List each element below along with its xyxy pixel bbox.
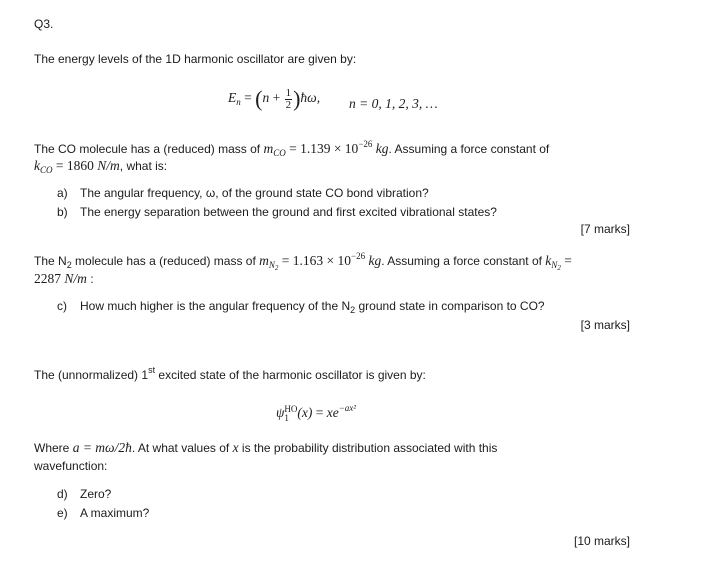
n2-paragraph-line2 [34,271,94,287]
where-text-part2: . At what values of [131,441,233,455]
k-n2-value: 2287 [34,271,65,286]
mass-n2-exponent: −26 [351,251,366,261]
psi-argument: (x) [297,405,313,420]
co-text-end: , what is: [119,159,168,173]
question-d-letter: d) [57,487,68,501]
open-paren: ( [255,86,263,111]
where-text-part3: is the probability distribution associated with this [238,441,498,455]
question-a [57,186,429,200]
mass-n2-symbol: m [259,253,269,268]
n2-text-intro: The N [34,254,67,268]
excited-text-sup: st [148,365,156,375]
mass-co-subscript: CO [273,148,286,158]
n-symbol: n [262,90,270,106]
energy-subscript: n [236,97,241,108]
fraction-numerator: 1 [285,86,292,99]
psi-indices [284,405,297,423]
k-co-value: = 1860 [52,158,98,173]
mass-co-exponent: −26 [358,139,373,149]
question-a-letter: a) [57,186,68,200]
n-values: n = 0, 1, 2, 3, … [349,96,438,111]
hbar-omega: ħω, [300,90,321,106]
k-n2-symbol: k [545,253,552,268]
question-b-text: The energy separation between the ground and first excited vibrational states? [80,205,497,219]
mass-co-unit: kg [372,141,389,156]
marks-ab: [7 marks] [580,222,630,236]
mass-n2-sub-2: 2 [274,264,279,272]
question-a-text: The angular frequency, ω, of the ground state CO bond vibration? [80,186,429,200]
mass-n2-subscript [269,260,279,270]
psi-subscript: 1 [284,412,289,423]
question-c-text-b: ground state in comparison to CO? [355,299,545,313]
co-text-force: . Assuming a force constant of [388,142,550,156]
k-n2-sub-n: N [551,260,558,270]
k-n2-unit: N/m [64,271,87,286]
x-symbol: x [232,440,239,455]
n2-text-force: . Assuming a force constant of [381,254,546,268]
n2-text-mass: molecule has a (reduced) mass of [71,254,260,268]
k-n2-sub-2: 2 [557,264,561,272]
co-text-intro: The CO molecule has a (reduced) mass of [34,142,264,156]
where-text-part1: Where [34,441,73,455]
plus-sign: + [269,90,284,106]
n2-subscript: 2 [66,260,72,270]
mass-n2-sub-n: N [268,260,275,270]
co-paragraph-line1 [34,139,549,158]
question-d [57,487,111,501]
k-co-unit: N/m [97,158,120,173]
mass-co-symbol: m [263,141,274,156]
fraction-denominator: 2 [285,98,292,111]
close-paren: ) [293,86,301,111]
where-paragraph-line2: wavefunction: [34,459,108,473]
half-fraction [285,88,293,111]
marks-de: [10 marks] [573,534,630,548]
question-c-letter: c) [57,299,67,313]
mass-n2-unit: kg [365,253,382,268]
energy-symbol: E [228,90,237,106]
wavefunction-equation [276,403,356,423]
a-definition: a = mω/2ħ [72,440,132,455]
question-c-subscript: 2 [350,305,356,315]
equals-sign: = [240,90,256,106]
question-b [57,205,497,219]
n2-paragraph-line1 [34,251,572,272]
mass-n2-value: = 1.163 × 10 [278,253,351,268]
marks-c: [3 marks] [580,318,630,332]
k-n2-equals: = [560,253,572,268]
question-b-letter: b) [57,205,68,219]
question-e-text: A maximum? [80,506,150,520]
energy-level-equation [228,86,320,112]
k-co-symbol: k [34,158,40,173]
question-e-letter: e) [57,506,68,520]
question-e [57,506,149,520]
where-paragraph-line1 [34,440,497,456]
wavefunction-exponent: −ax² [338,403,357,413]
n2-text-end: : [86,272,94,286]
psi-symbol: ψ [276,405,285,420]
question-label: Q3. [34,17,54,31]
excited-state-text [34,365,426,382]
wavefunction-equals: = [312,405,327,420]
k-n2-subscript [551,260,561,270]
k-co-subscript: CO [40,165,53,175]
mass-co-value: = 1.139 × 10 [285,141,359,156]
wavefunction-rhs: xe [326,405,339,420]
question-c [57,299,545,315]
psi-superscript: HO [284,403,298,414]
intro-text: The energy levels of the 1D harmonic oscillator are given by: [34,52,357,66]
question-d-text: Zero? [80,487,112,501]
excited-text-part1: The (unnormalized) 1 [34,368,149,382]
co-paragraph-line2 [34,158,167,175]
excited-text-part2: excited state of the harmonic oscillator is given by: [155,368,426,382]
question-c-text-a: How much higher is the angular frequency of the N [80,299,351,313]
